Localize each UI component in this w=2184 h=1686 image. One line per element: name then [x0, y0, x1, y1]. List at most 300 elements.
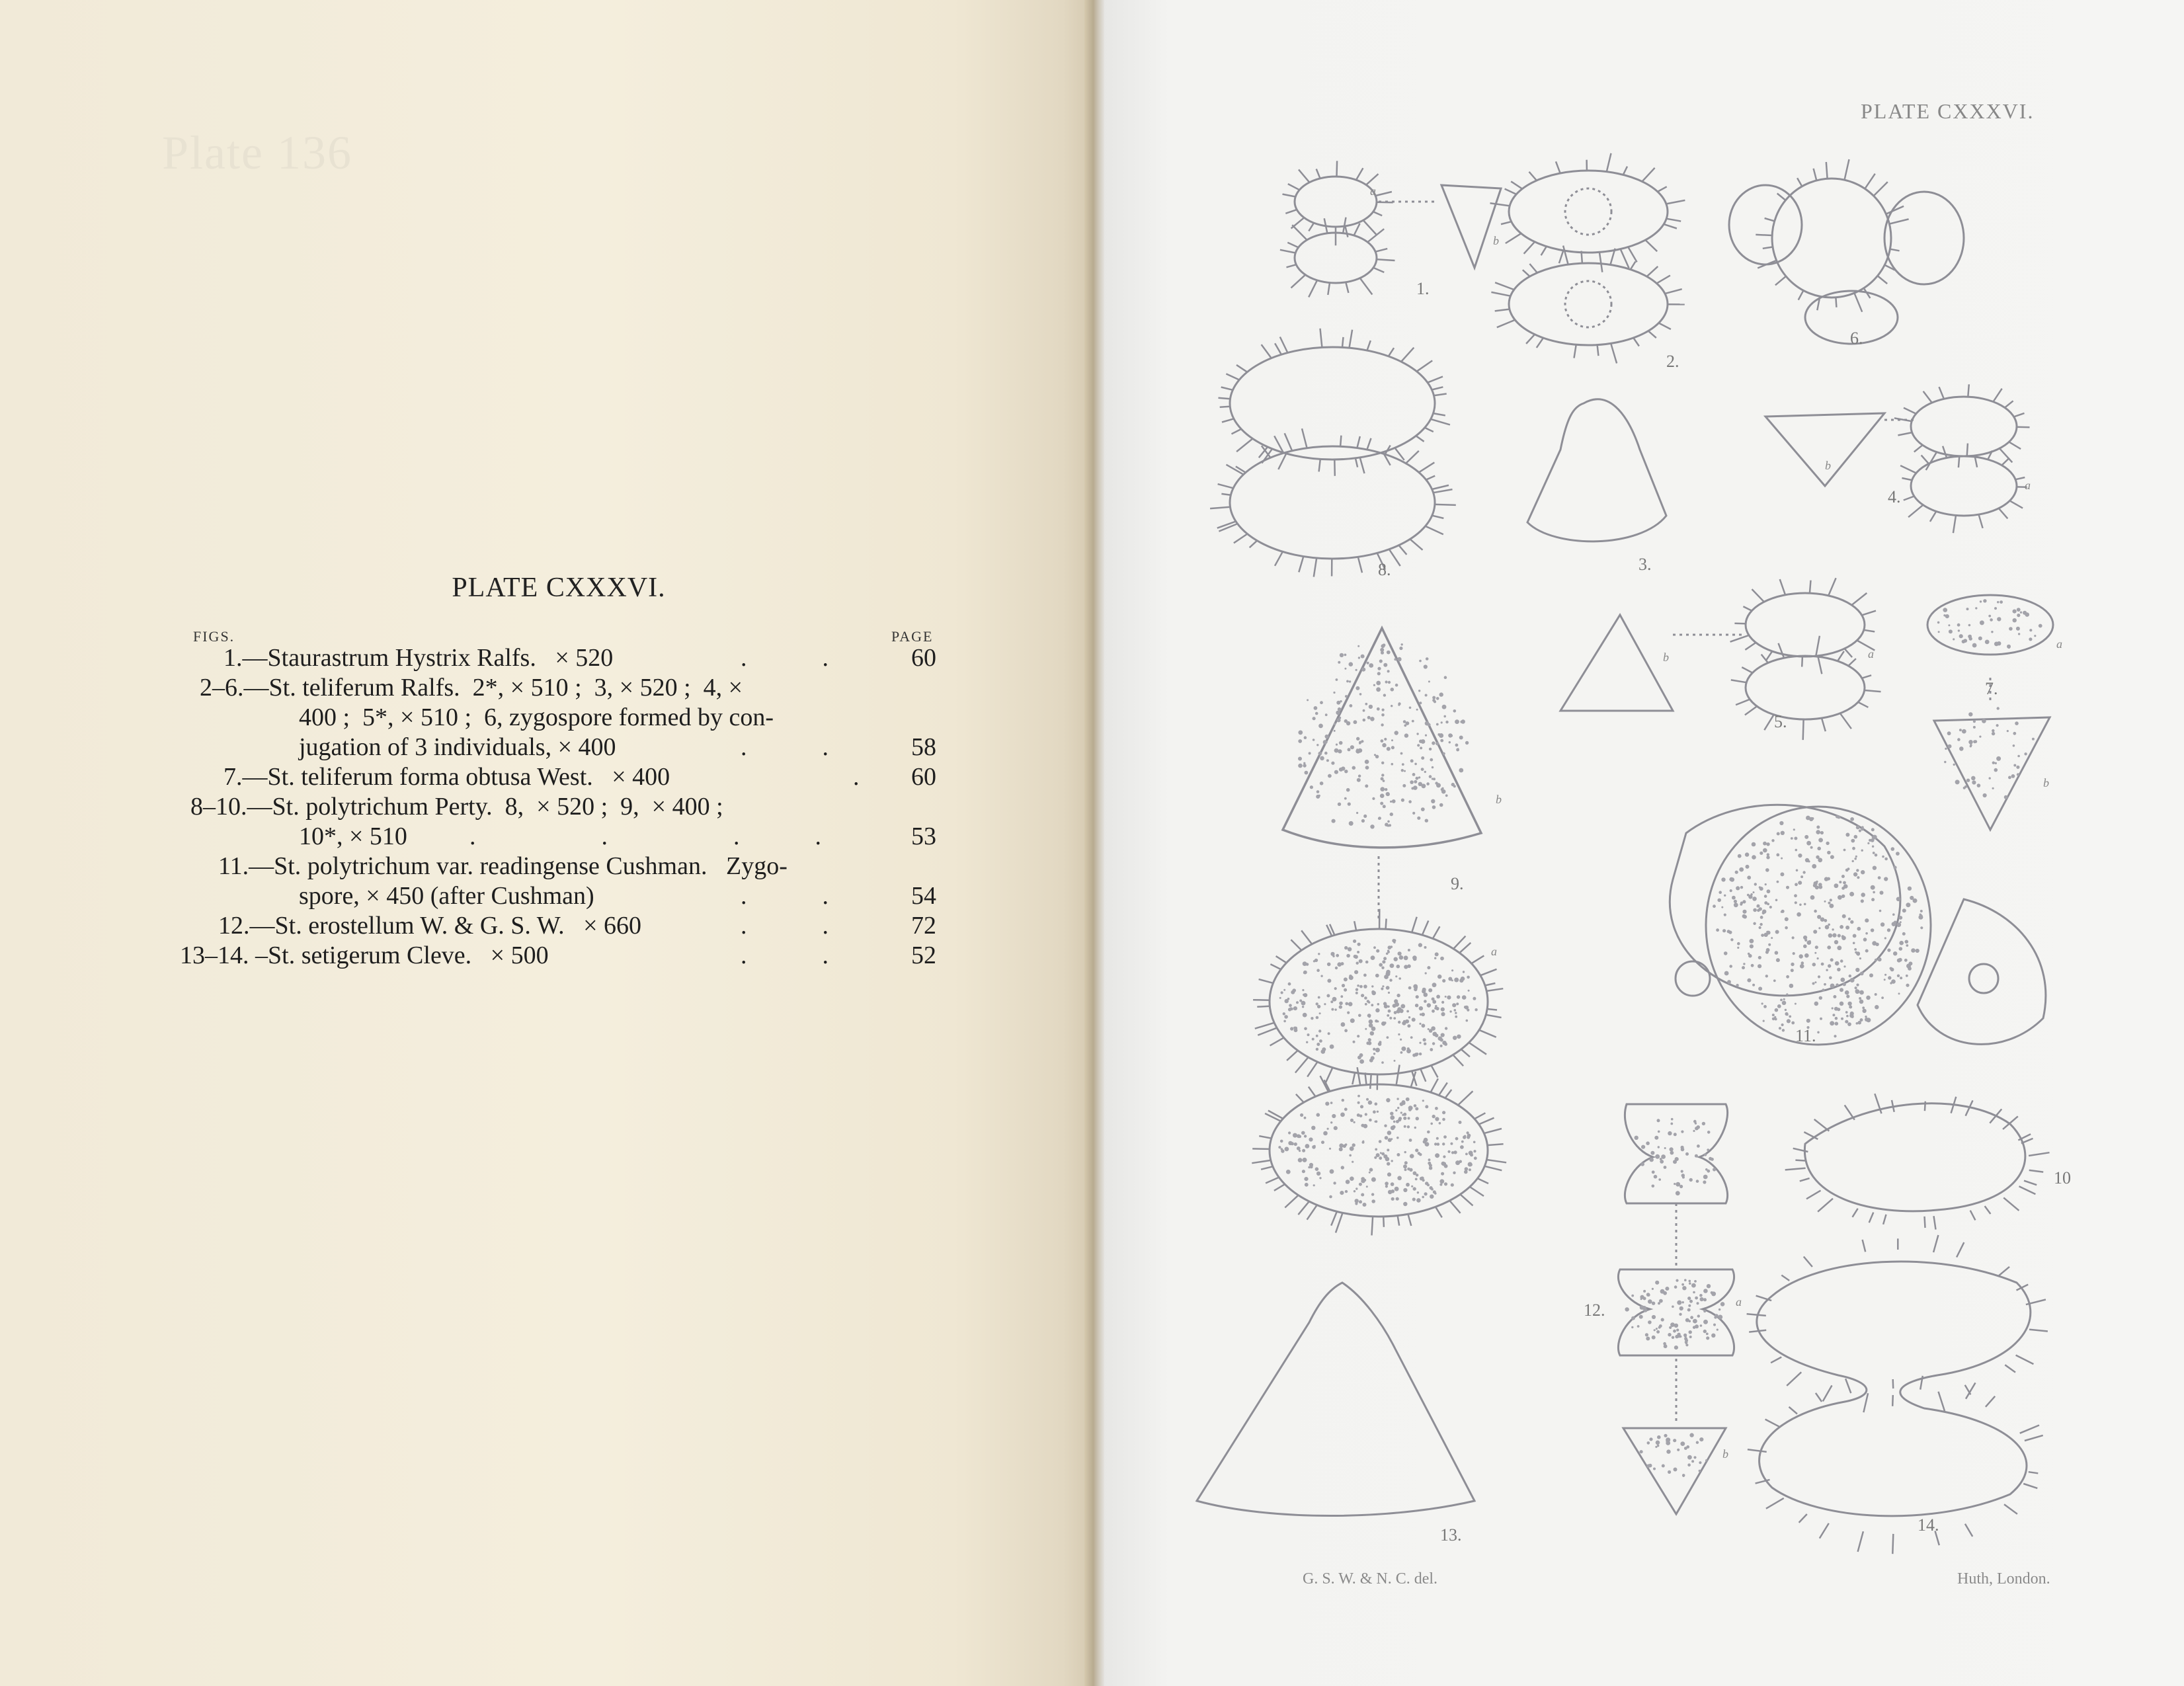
- stipple-dot: [1286, 1170, 1291, 1174]
- stipple-dot: [1430, 1048, 1433, 1051]
- stipple-dot: [1742, 966, 1745, 969]
- stipple-dot: [1384, 975, 1389, 979]
- stipple-dot: [1408, 1117, 1410, 1119]
- spine-line: [1372, 1217, 1373, 1236]
- spine-line: [1340, 436, 1341, 447]
- spine-line: [1787, 1372, 1801, 1386]
- stipple-dot: [1693, 1456, 1696, 1459]
- stipple-dot: [1873, 852, 1875, 854]
- stipple-dot: [1664, 1434, 1667, 1437]
- spine-line: [1357, 1067, 1361, 1085]
- stipple-dot: [1334, 987, 1337, 990]
- stipple-dot: [1283, 1020, 1286, 1023]
- stipple-dot: [2032, 738, 2035, 741]
- stipple-dot: [1437, 975, 1441, 979]
- stipple-dot: [1670, 1322, 1675, 1327]
- stipple-dot: [1681, 1131, 1683, 1133]
- stipple-dot: [1657, 1119, 1660, 1122]
- stipple-dot: [1365, 766, 1369, 770]
- stipple-dot: [1453, 1172, 1455, 1174]
- stipple-dot: [1369, 663, 1373, 668]
- spine-line: [1771, 1357, 1781, 1363]
- stipple-dot: [1316, 969, 1320, 972]
- legend-line: 2–6.—St. teliferum Ralfs. 2*, × 510 ; 3, × 520 ; 4, ×: [200, 674, 743, 702]
- stipple-dot: [1431, 1188, 1434, 1191]
- leader-dots: . .: [741, 882, 829, 910]
- spine-line: [1814, 1119, 1830, 1131]
- stipple-dot: [1278, 1146, 1281, 1148]
- stipple-dot: [1303, 1158, 1307, 1162]
- figure-label-5: 5.: [1774, 712, 1787, 731]
- stipple-dot: [1383, 663, 1387, 667]
- leader-dots: . .: [741, 942, 829, 969]
- spine-line: [1599, 252, 1602, 272]
- spine-line: [1506, 233, 1521, 243]
- stipple-dot: [1688, 1305, 1691, 1307]
- stipple-dot: [1372, 797, 1375, 800]
- spine-line: [1236, 365, 1247, 372]
- stipple-dot: [1752, 842, 1756, 847]
- stipple-dot: [1339, 1005, 1342, 1008]
- spine-line: [1287, 264, 1297, 267]
- stipple-dot: [1452, 1003, 1456, 1007]
- spine-line: [1410, 539, 1423, 549]
- stipple-dot: [1856, 869, 1859, 871]
- stipple-dot: [1439, 1184, 1442, 1186]
- stipple-dot: [1648, 1320, 1652, 1324]
- stipple-dot: [1676, 1182, 1680, 1187]
- stipple-dot: [1810, 846, 1813, 849]
- stipple-dot: [1290, 1027, 1293, 1030]
- stipple-dot: [1393, 1017, 1396, 1020]
- stipple-dot: [1693, 1291, 1695, 1294]
- stipple-dot: [1840, 988, 1843, 992]
- stipple-dot: [1867, 842, 1869, 844]
- stipple-dot: [1908, 961, 1912, 965]
- stipple-dot: [1386, 1098, 1390, 1102]
- stipple-dot: [1890, 968, 1894, 972]
- spine-line: [1803, 719, 1804, 740]
- spine-line: [1352, 1072, 1355, 1084]
- stipple-dot: [1330, 1000, 1333, 1003]
- stipple-dot: [1445, 721, 1448, 723]
- stipple-dot: [1309, 1137, 1313, 1141]
- figure-label-4: 4.: [1888, 487, 1901, 506]
- spine-line: [1307, 1205, 1317, 1220]
- stipple-dot: [1822, 988, 1824, 991]
- figure-label-7: 7.: [1985, 679, 1998, 698]
- stipple-dot: [1893, 951, 1897, 955]
- stipple-dot: [1663, 1342, 1666, 1345]
- stipple-dot: [1465, 741, 1469, 744]
- stipple-dot: [1389, 979, 1392, 981]
- stipple-dot: [1625, 1307, 1629, 1311]
- stipple-dot: [1832, 1014, 1835, 1016]
- stipple-dot: [1412, 955, 1417, 960]
- spine-line: [1968, 384, 1969, 397]
- spine-line: [1274, 1184, 1285, 1191]
- stipple-dot: [1346, 954, 1350, 958]
- spine-line: [1810, 581, 1811, 593]
- stipple-dot: [1654, 1136, 1658, 1140]
- stipple-dot: [1704, 1153, 1707, 1156]
- spine-line: [1598, 345, 1599, 356]
- spine-line: [1904, 497, 1914, 501]
- stipple-dot: [1395, 1187, 1399, 1191]
- stipple-dot: [1717, 899, 1721, 903]
- spine-line: [1631, 262, 1636, 270]
- stipple-dot: [1671, 1118, 1674, 1121]
- figure-label-1: 1.: [1416, 279, 1430, 298]
- stipple-dot: [1861, 850, 1863, 852]
- stipple-dot: [1678, 1334, 1681, 1338]
- stipple-dot: [1376, 949, 1379, 953]
- stipple-dot: [1833, 995, 1836, 998]
- spine-line: [1804, 1257, 1812, 1267]
- stipple-dot: [1473, 1141, 1476, 1144]
- stipple-dot: [1966, 608, 1969, 610]
- stipple-dot: [1758, 964, 1761, 968]
- stipple-dot: [1425, 721, 1430, 726]
- spine-line: [1288, 184, 1299, 190]
- stipple-dot: [2017, 773, 2019, 776]
- stipple-dot: [1441, 789, 1446, 794]
- stipple-dot: [1776, 854, 1779, 857]
- stipple-dot: [1315, 712, 1318, 715]
- stipple-dot: [1393, 1121, 1396, 1123]
- stipple-dot: [1689, 1433, 1693, 1437]
- spine-line: [1642, 168, 1655, 182]
- figure-label-3: 3.: [1638, 555, 1652, 574]
- stipple-dot: [1845, 1011, 1848, 1014]
- stipple-dot: [1316, 1043, 1320, 1046]
- stipple-dot: [1429, 1164, 1432, 1167]
- stipple-dot: [1334, 1126, 1338, 1130]
- stipple-dot: [1319, 1012, 1321, 1014]
- stipple-dot: [1428, 1158, 1431, 1161]
- stipple-dot: [1444, 1164, 1448, 1168]
- stipple-dot: [1389, 824, 1391, 826]
- stipple-dot: [1707, 1148, 1709, 1151]
- spine-line: [2025, 1435, 2043, 1441]
- stipple-dot: [1399, 1009, 1403, 1013]
- spine-line: [1280, 250, 1295, 253]
- stipple-dot: [1403, 1113, 1406, 1116]
- legend-line: 8–10.—St. polytrichum Perty. 8, × 520 ; 9, × 400 ;: [190, 793, 723, 821]
- stipple-dot: [1396, 1153, 1400, 1156]
- spine-line: [1914, 445, 1923, 452]
- stipple-dot: [1751, 964, 1754, 967]
- stipple-dot: [1315, 1167, 1319, 1171]
- stipple-dot: [1291, 990, 1295, 994]
- stipple-dot: [1387, 1148, 1389, 1151]
- spine-line: [1432, 516, 1444, 518]
- stipple-dot: [1694, 1280, 1697, 1283]
- spine-line: [1967, 444, 1968, 457]
- stipple-dot: [1721, 906, 1723, 908]
- stipple-dot: [1303, 961, 1307, 966]
- page-number: 60: [911, 644, 936, 672]
- spine-line: [1412, 917, 1417, 932]
- stipple-dot: [1440, 1038, 1443, 1041]
- stipple-dot: [1673, 1160, 1677, 1164]
- spine-line: [1828, 578, 1836, 596]
- stipple-dot: [1985, 640, 1990, 645]
- spine-line: [1265, 1113, 1281, 1121]
- stipple-dot: [1385, 1182, 1389, 1185]
- stipple-dot: [1390, 801, 1392, 803]
- spine-line: [1363, 220, 1377, 234]
- spine-line: [1781, 1275, 1789, 1281]
- stipple-dot: [1693, 1319, 1697, 1324]
- stipple-dot: [1635, 1136, 1638, 1140]
- stipple-dot: [1399, 955, 1404, 960]
- spine-line: [1236, 438, 1252, 452]
- stipple-dot: [1383, 694, 1386, 696]
- spine-line: [1797, 178, 1802, 186]
- stipple-dot: [1359, 742, 1361, 744]
- stipple-dot: [1916, 949, 1920, 953]
- stipple-dot: [1780, 999, 1783, 1002]
- spine-line: [1838, 651, 1844, 661]
- spine-line: [1826, 162, 1828, 179]
- spine-line: [1730, 635, 1749, 642]
- sub-label: b: [1663, 651, 1669, 664]
- stipple-dot: [1339, 768, 1343, 772]
- stipple-dot: [1662, 1465, 1665, 1468]
- stipple-dot: [1421, 1013, 1425, 1017]
- stipple-dot: [1836, 983, 1839, 986]
- stipple-dot: [1431, 799, 1435, 803]
- stipple-dot: [1737, 947, 1739, 949]
- stipple-dot: [1320, 975, 1322, 977]
- stipple-dot: [1782, 1029, 1785, 1031]
- spine-line: [2029, 1152, 2049, 1156]
- spine-line: [1501, 221, 1512, 224]
- stipple-dot: [1401, 1047, 1406, 1051]
- stipple-dot: [1652, 1185, 1655, 1188]
- stipple-dot: [1786, 886, 1789, 889]
- stipple-dot: [1344, 770, 1348, 773]
- spine-line: [1485, 983, 1496, 986]
- spine-line: [1416, 436, 1424, 442]
- stipple-dot: [1397, 657, 1401, 661]
- stipple-dot: [1968, 712, 1972, 716]
- stipple-dot: [1316, 1002, 1318, 1005]
- stipple-dot: [1906, 984, 1909, 987]
- left-page: [0, 0, 1084, 1686]
- spine-line: [1287, 1051, 1298, 1061]
- stipple-dot: [1455, 1012, 1457, 1014]
- stipple-dot: [1327, 979, 1331, 983]
- stipple-dot: [1997, 707, 2000, 709]
- stipple-dot: [1681, 1170, 1683, 1173]
- stipple-dot: [1455, 1016, 1457, 1018]
- stipple-dot: [1388, 992, 1390, 994]
- book-gutter: [1084, 0, 1104, 1686]
- stipple-dot: [1702, 1122, 1705, 1125]
- stipple-dot: [1865, 932, 1868, 935]
- stipple-dot: [1352, 766, 1356, 770]
- stipple-dot: [1865, 1016, 1867, 1018]
- stipple-dot: [1696, 1180, 1699, 1183]
- stipple-dot: [1963, 787, 1966, 789]
- spine-line: [2009, 501, 2023, 508]
- stipple-dot: [1971, 776, 1976, 781]
- spine-line: [1556, 161, 1560, 173]
- stipple-dot: [1687, 1308, 1691, 1312]
- stipple-dot: [1773, 979, 1776, 982]
- stipple-dot: [1385, 823, 1389, 826]
- stipple-dot: [1855, 951, 1857, 954]
- spine-line: [1488, 1144, 1504, 1145]
- stipple-dot: [1920, 910, 1923, 912]
- stipple-dot: [1391, 705, 1393, 707]
- stipple-dot: [1466, 1020, 1469, 1022]
- stipple-dot: [1713, 1324, 1716, 1326]
- stipple-dot: [1969, 637, 1972, 640]
- stipple-dot: [1369, 1172, 1371, 1174]
- stipple-dot: [1425, 735, 1427, 737]
- stipple-dot: [1428, 1028, 1430, 1030]
- stipple-dot: [1305, 1183, 1309, 1187]
- stipple-dot: [1691, 1283, 1696, 1288]
- stipple-dot: [1997, 641, 2001, 645]
- spine-line: [1453, 1055, 1464, 1066]
- stipple-dot: [1363, 1124, 1368, 1129]
- stipple-dot: [1765, 868, 1769, 872]
- stipple-dot: [1318, 996, 1320, 999]
- stipple-dot: [1871, 898, 1875, 901]
- spine-line: [1420, 1069, 1426, 1082]
- stipple-dot: [1377, 707, 1380, 711]
- stipple-dot: [1730, 877, 1732, 880]
- stipple-dot: [1992, 729, 1994, 732]
- stipple-dot: [1711, 1291, 1716, 1296]
- stipple-dot: [1419, 1023, 1421, 1025]
- stipple-dot: [1339, 1147, 1343, 1151]
- stipple-dot: [1422, 1179, 1425, 1182]
- stipple-dot: [1391, 1138, 1393, 1140]
- spine-line: [1222, 419, 1234, 422]
- stipple-dot: [1742, 910, 1746, 914]
- spine-line: [1487, 1009, 1497, 1010]
- stipple-dot: [1841, 895, 1845, 898]
- stipple-dot: [1379, 1156, 1382, 1160]
- stipple-dot: [1959, 729, 1962, 731]
- stipple-dot: [1344, 977, 1348, 981]
- stipple-dot: [1793, 828, 1795, 830]
- stipple-dot: [1430, 1123, 1433, 1125]
- stipple-dot: [1840, 978, 1845, 983]
- stipple-dot: [1836, 963, 1838, 965]
- stipple-dot: [1370, 824, 1374, 828]
- stipple-dot: [1992, 787, 1994, 789]
- spine-line: [1370, 1074, 1371, 1089]
- stipple-dot: [1470, 1164, 1473, 1166]
- stipple-dot: [2004, 795, 2008, 799]
- stipple-dot: [1379, 963, 1383, 967]
- stipple-dot: [1682, 1176, 1685, 1179]
- spine-line: [1328, 283, 1330, 295]
- stipple-dot: [1374, 1156, 1377, 1159]
- stipple-dot: [1360, 1105, 1363, 1108]
- stipple-dot: [1320, 701, 1323, 704]
- figure-12-drawing: [1618, 1104, 1734, 1514]
- stipple-dot: [1350, 1018, 1355, 1023]
- stipple-dot: [1759, 923, 1762, 926]
- stipple-dot: [1730, 938, 1733, 941]
- stipple-dot: [1752, 897, 1757, 901]
- stipple-dot: [1339, 741, 1343, 745]
- stipple-dot: [1414, 988, 1417, 991]
- spine-line: [1373, 268, 1384, 272]
- spine-line: [1970, 1211, 1976, 1221]
- stipple-dot: [1834, 940, 1838, 944]
- stipple-dot: [1344, 1029, 1348, 1032]
- stipple-dot: [1346, 1180, 1350, 1184]
- stipple-dot: [1453, 709, 1457, 713]
- stipple-dot: [1846, 994, 1849, 998]
- stipple-dot: [1849, 975, 1851, 977]
- stipple-dot: [1283, 1012, 1285, 1015]
- stipple-dot: [1410, 780, 1414, 784]
- spine-line: [1908, 505, 1923, 518]
- stipple-dot: [1896, 852, 1900, 856]
- stipple-dot: [1859, 990, 1864, 995]
- stipple-dot: [1435, 1107, 1438, 1110]
- stipple-dot: [1421, 768, 1424, 771]
- stipple-dot: [1763, 1020, 1765, 1022]
- stipple-dot: [1434, 957, 1436, 959]
- stipple-dot: [1666, 1441, 1670, 1445]
- stipple-dot: [1379, 1140, 1382, 1143]
- stipple-dot: [1345, 1143, 1348, 1146]
- stipple-dot: [1875, 993, 1877, 996]
- stipple-dot: [1442, 1111, 1445, 1114]
- stipple-dot: [1992, 732, 1995, 735]
- stipple-dot: [1447, 1150, 1450, 1153]
- stipple-dot: [1707, 1170, 1710, 1173]
- stipple-dot: [1676, 1329, 1679, 1332]
- stipple-dot: [1442, 1143, 1445, 1145]
- stipple-dot: [1403, 1188, 1407, 1192]
- stipple-dot: [1414, 780, 1417, 783]
- spine-line: [1434, 394, 1447, 396]
- stipple-dot: [1769, 906, 1772, 908]
- stipple-dot: [1369, 1168, 1373, 1172]
- stipple-dot: [1422, 989, 1426, 993]
- spine-line: [1990, 1109, 2002, 1123]
- stipple-dot: [1366, 1098, 1369, 1101]
- stipple-dot: [1473, 1150, 1476, 1152]
- stipple-dot: [1375, 1008, 1379, 1012]
- spine-line: [1336, 1213, 1343, 1232]
- stipple-dot: [1340, 1113, 1345, 1117]
- stipple-dot: [1436, 723, 1439, 726]
- stipple-dot: [1825, 925, 1830, 930]
- stipple-dot: [1378, 817, 1381, 820]
- stipple-dot: [1763, 848, 1767, 853]
- stipple-dot: [1439, 1179, 1444, 1184]
- stipple-dot: [1441, 1033, 1445, 1037]
- stipple-dot: [1767, 889, 1771, 893]
- stipple-dot: [1826, 842, 1829, 845]
- stipple-dot: [2013, 618, 2017, 622]
- stipple-dot: [1759, 926, 1761, 929]
- stipple-dot: [1859, 829, 1861, 832]
- stipple-dot: [1835, 1017, 1838, 1020]
